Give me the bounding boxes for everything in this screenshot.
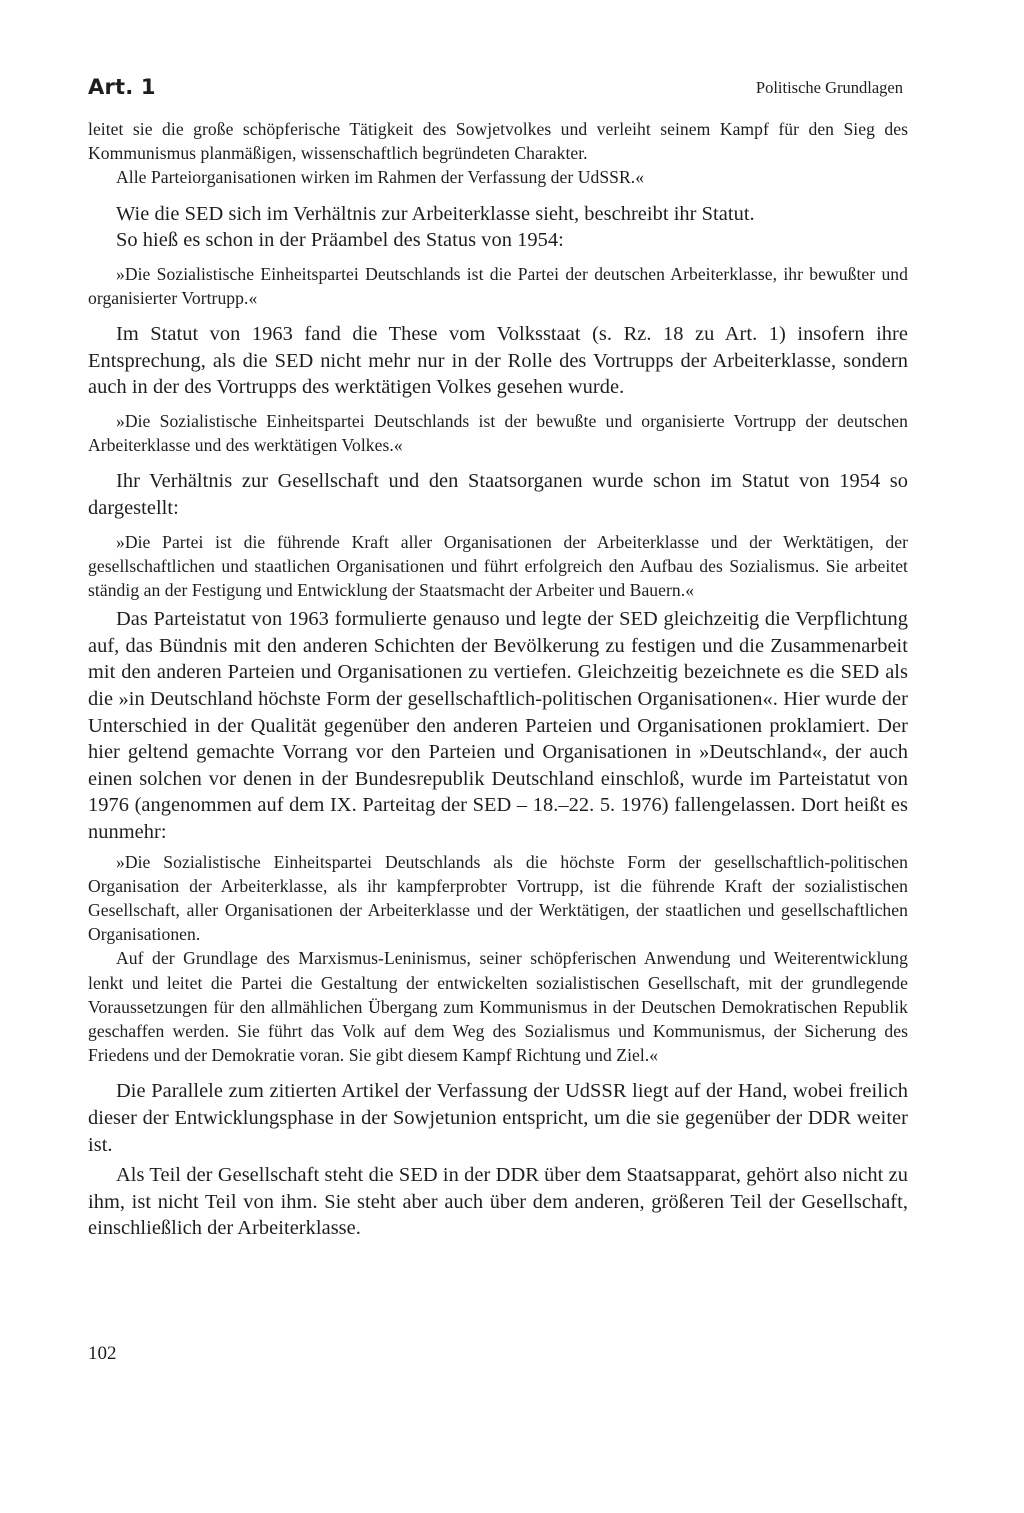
running-head-title: Politische Grundlagen [755,78,903,97]
article-label: Art. 1 [88,75,156,99]
quote-continuation-paragraph: leitet sie die große schöpferische Tätigkeit des Sowjetvolkes und verleiht seinem Kampf für den Sieg des Kommunismus planmäßigen, wissenschaftlich begründeten Charakter. [88,119,908,164]
body-paragraph: Das Parteistatut von 1963 formulierte genauso und legte der SED gleichzeitig die Verpflichtung auf, das Bündnis mit den anderen Schichten der Bevölkerung zu festigen und die Zusammenarbeit mit den anderen Parteien und Organisationen zu vertiefen. Gleichzeitig bezeichnete es die SED als die »in Deutschland höchste Form der gesellschaftlich-politischen Organisationen«. Hier wurde der Unterschied in der Qualität gegenüber den anderen Parteien und Organisationen proklamiert. Der hier geltend gemachte Vorrang vor den Parteien und Organisationen in »Deutschland«, der auch einen solchen vor denen in der Bundesrepublik Deutschland einschloß, wurde im Parteistatut von 1976 (angenommen auf dem IX. Parteitag der SED – 18.–22. 5. 1976) fallengelassen. Dort heißt es nunmehr: [88,608,908,843]
body-paragraph: Als Teil der Gesellschaft steht die SED in der DDR über dem Staatsapparat, gehört also nicht zu ihm, ist nicht Teil von ihm. Sie steht aber auch über dem anderen, größeren Teil der Gesellschaft, einschließlich der Arbeiterklasse. [88,1164,908,1240]
body-paragraph: Ihr Verhältnis zur Gesellschaft und den Staatsorganen wurde schon im Statut von 1954 so dargestellt: [88,470,908,519]
block-quote: Auf der Grundlage des Marxismus-Leninismus, seiner schöpferischen Anwendung und Weiterentwicklung lenkt und leitet die Partei die Gestaltung der entwickelten sozialistischen Gesellschaft, mit der grundlegende Voraussetzungen für den allmählichen Übergang zum Kommunismus in der Deutschen Demokratischen Republik geschaffen werden. Sie führt das Volk auf dem Weg des Sozialismus und Kommunismus, der Sicherung des Friedens und der Demokratie voran. Sie gibt diesem Kampf Richtung und Ziel.« [88,948,908,1066]
page-number: 102 [88,1343,117,1364]
body-paragraph: Die Parallele zum zitierten Artikel der Verfassung der UdSSR liegt auf der Hand, wobei freilich dieser der Entwicklungsphase in der Sowjetunion entspricht, um die sie gegenüber der DDR weiter ist. [88,1080,908,1156]
body-paragraph: So hieß es schon in der Präambel des Status von 1954: [116,229,564,252]
page-header [88,72,903,106]
block-quote: »Die Sozialistische Einheitspartei Deutschlands als die höchste Form der gesellschaftlich-politischen Organisation der Arbeiterklasse, als ihr kampferprobter Vortrupp, ist die führende Kraft der sozialistischen Gesellschaft, aller Organisationen der Arbeiterklasse und der Werktätigen, der staatlichen und gesellschaftlichen Organisationen. [88,851,908,945]
block-quote: »Die Sozialistische Einheitspartei Deutschlands ist die Partei der deutschen Arbeiterklasse, ihr bewußter und organisierter Vortrupp.« [88,263,908,308]
block-quote: »Die Partei ist die führende Kraft aller Organisationen der Arbeiterklasse und der Werktätigen, der gesellschaftlichen und staatlichen Organisationen und führt erfolgreich den Aufbau des Sozialismus. Sie arbeitet ständig an der Festigung und Entwicklung der Staatsmacht der Arbeiter und Bauern.« [88,531,908,600]
block-quote: »Die Sozialistische Einheitspartei Deutschlands ist der bewußte und organisierte Vortrupp der deutschen Arbeiterklasse und des werktätigen Volkes.« [88,410,908,456]
body-paragraph: Wie die SED sich im Verhältnis zur Arbeiterklasse sieht, beschreibt ihr Statut. [116,202,755,225]
body-paragraph: Im Statut von 1963 fand die These vom Volksstaat (s. Rz. 18 zu Art. 1) insofern ihre Entsprechung, als die SED nicht mehr nur in der Rolle des Vortrupps der Arbeiterklasse, sondern auch in der des Vortrupps des werktätigen Volkes gesehen wurde. [88,323,908,399]
page-body [88,117,908,1242]
quote-closing-paragraph: Alle Parteiorganisationen wirken im Rahmen der Verfassung der UdSSR.« [116,167,645,188]
